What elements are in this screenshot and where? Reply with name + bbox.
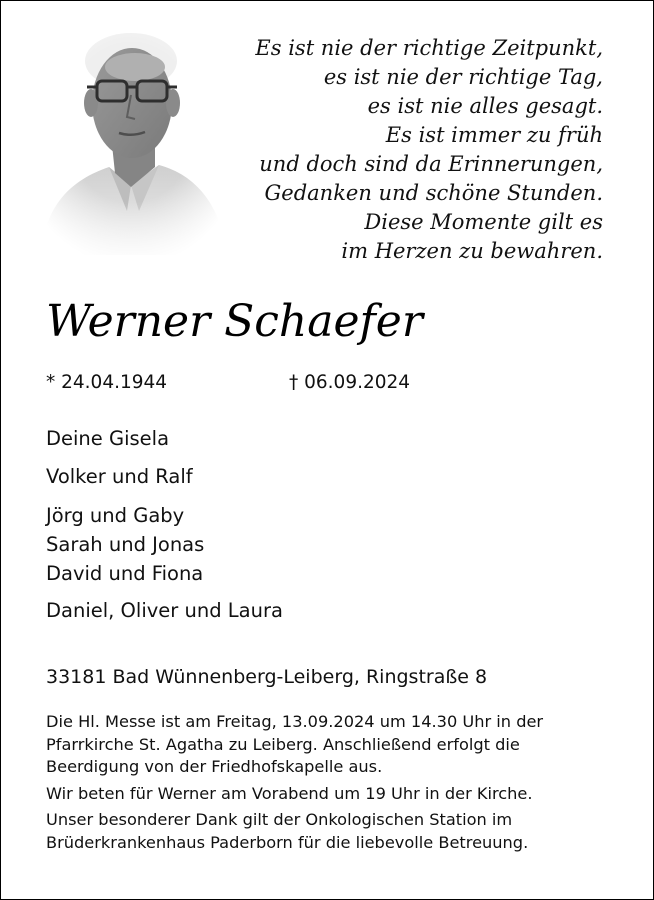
thanks-note [46, 809, 631, 854]
poem-line: Es ist immer zu früh [385, 123, 603, 147]
family-member: Daniel, Oliver und Laura [46, 599, 283, 622]
poem-line: Diese Momente gilt es [364, 210, 603, 234]
note-line: Die Hl. Messe ist am Freitag, 13.09.2024 um 14.30 Uhr in der [46, 712, 544, 731]
family-member: Volker und Ralf [46, 465, 193, 488]
note-line: Pfarrkirche St. Agatha zu Leiberg. Anschließend erfolgt die [46, 734, 520, 754]
deceased-name: Werner Schaefer [46, 296, 423, 347]
service-notes [46, 711, 631, 858]
portrait-photo [31, 15, 231, 255]
death-date: † 06.09.2024 [289, 372, 411, 393]
poem-line: es ist nie alles gesagt. [367, 94, 603, 118]
memorial-poem [241, 34, 603, 266]
family-member: Deine Gisela [46, 427, 170, 450]
poem-line: Gedanken und schöne Stunden. [264, 181, 603, 205]
family-member: Jörg und Gaby [46, 504, 185, 527]
note-line: Unser besonderer Dank gilt der Onkologischen Station im [46, 810, 513, 829]
funeral-mass-note [46, 711, 631, 779]
birth-date: * 24.04.1944 [46, 372, 168, 393]
poem-line: Es ist nie der richtige Zeitpunkt, [255, 36, 603, 60]
note-line: Wir beten für Werner am Vorabend um 19 Uhr in der Kirche. [46, 783, 533, 803]
poem-line: es ist nie der richtige Tag, [323, 65, 603, 89]
family-member: Sarah und Jonas [46, 533, 205, 556]
poem-line: im Herzen zu bewahren. [341, 239, 603, 263]
note-line: Beerdigung von der Friedhofskapelle aus. [46, 757, 383, 776]
poem-line: und doch sind da Erinnerungen, [259, 152, 603, 176]
note-line: Brüderkrankenhaus Paderborn für die liebevolle Betreuung. [46, 832, 529, 852]
prayer-note [46, 783, 631, 806]
family-member: David und Fiona [46, 562, 204, 585]
family-address: 33181 Bad Wünnenberg-Leiberg, Ringstraße 8 [46, 666, 488, 688]
